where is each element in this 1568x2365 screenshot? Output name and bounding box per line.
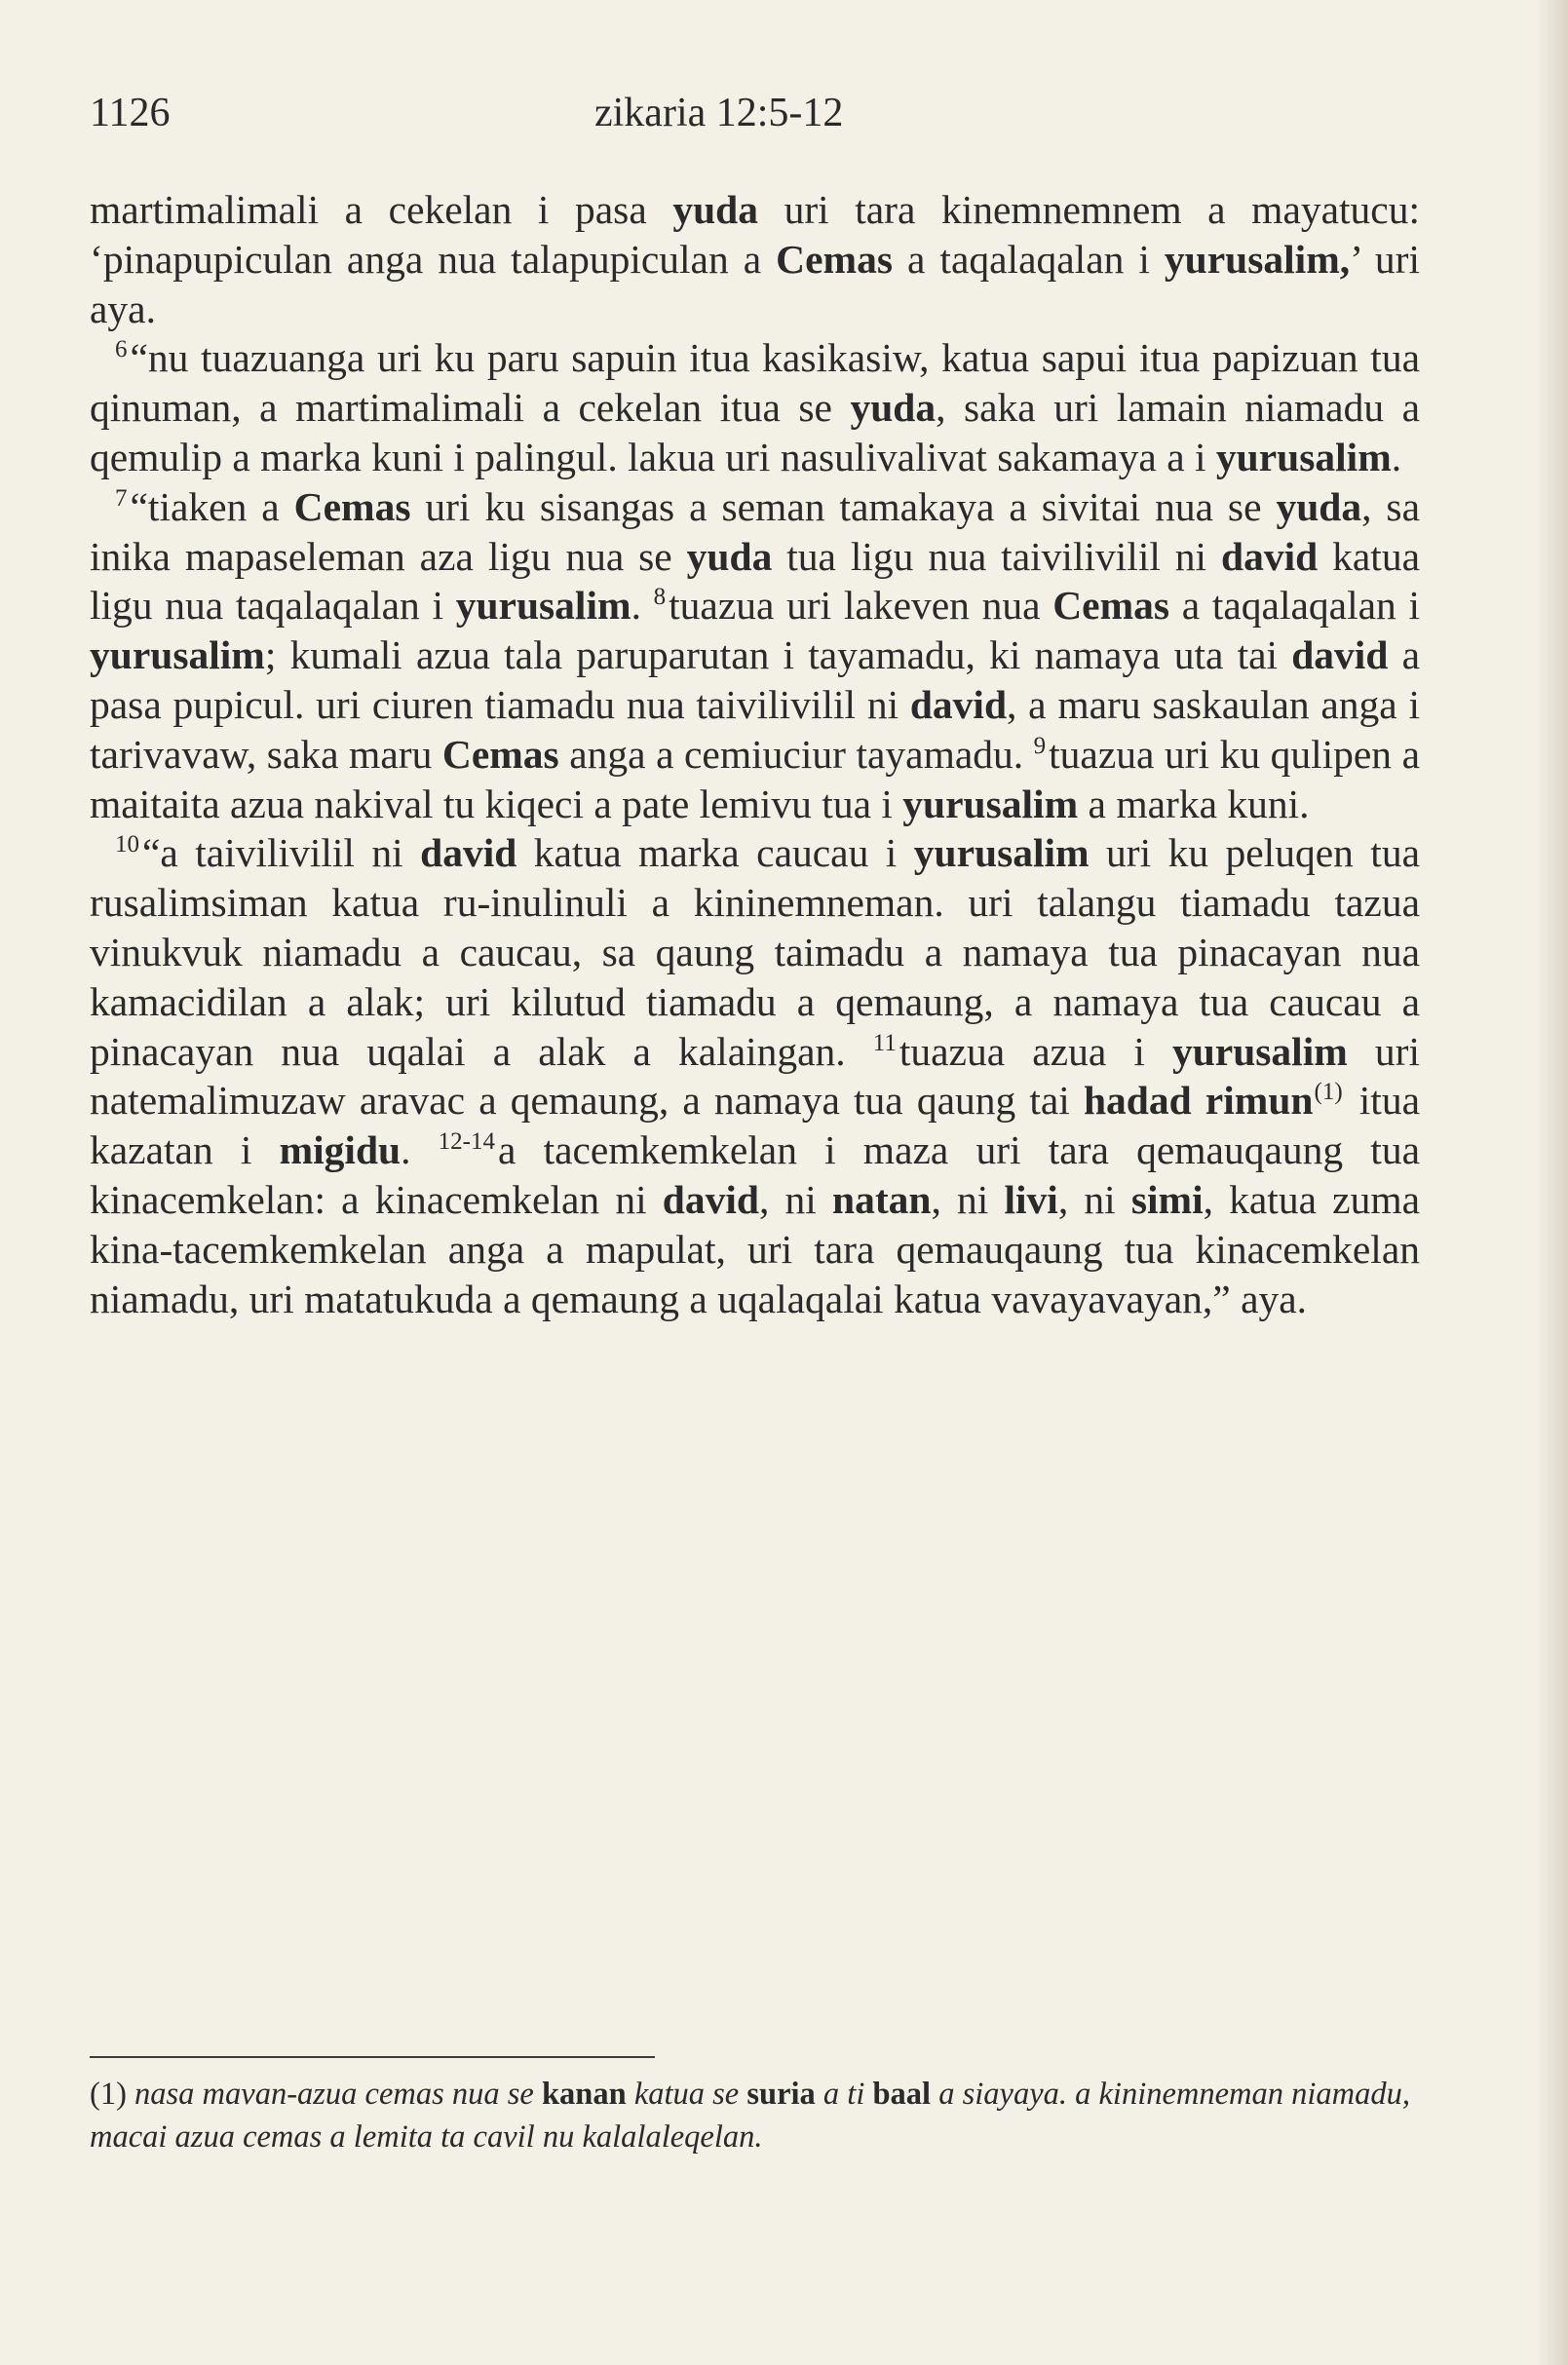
paragraph-verse-7 — [90, 482, 1420, 829]
paragraph-verse-10 — [90, 828, 1420, 1323]
name-david: david — [1221, 533, 1319, 579]
name-cemas: Cemas — [293, 483, 411, 529]
text-run: a ti — [815, 2077, 873, 2112]
text-run: martimalimali a cekelan i pasa — [90, 187, 673, 232]
text-run: tuazua azua i — [899, 1028, 1172, 1074]
name-yurusalim: yurusalim — [455, 583, 631, 629]
verse-number: 7 — [115, 484, 128, 512]
text-run: , ni — [1057, 1176, 1131, 1222]
footnote-mark: (1) — [90, 2077, 127, 2112]
name-yurusalim: yurusalim — [90, 632, 265, 678]
text-run: “nu tuazuanga uri ku paru sapuin itua kasikasiw, katua sapui itua papizuan tua qinuman, a martimalimali a cekelan itua se — [90, 335, 1420, 431]
text-run: “a taivilivilil ni — [142, 830, 421, 876]
name-david: david — [662, 1176, 759, 1222]
text-run: katua se — [626, 2077, 747, 2112]
text-run: tuazua uri ku qulipen a maitaita azua nakival tu kiqeci a pate lemivu tua i — [90, 731, 1420, 826]
text-run: , ni — [758, 1176, 832, 1222]
text-run: a pasa pupicul. uri ciuren tiamadu nua taivilivilil ni — [90, 632, 1420, 727]
name-yuda: yuda — [1276, 483, 1362, 529]
name-cemas: Cemas — [776, 236, 894, 282]
name-natan: natan — [831, 1176, 932, 1222]
name-migidu: migidu — [279, 1127, 402, 1173]
footnote-reference[interactable]: (1) — [1314, 1079, 1343, 1106]
text-run: anga a cemiuciur tayamadu. — [558, 731, 1034, 777]
name-hadad-rimun: hadad rimun — [1083, 1078, 1314, 1124]
text-run: a marka kuni. — [1078, 781, 1310, 826]
name-david: david — [909, 681, 1008, 727]
text-run: itua kazatan i — [90, 1078, 1420, 1173]
text-run: uri tara kinemnemnem a mayatucu: ‘pinapupiculan anga nua talapupiculan a — [90, 187, 1421, 282]
footnote-divider — [90, 2056, 655, 2058]
text-run: a tacemkemkelan i maza uri tara qemauqaung tua kinacemkelan: a kinacemkelan ni — [90, 1127, 1421, 1222]
verse-number: 8 — [653, 584, 667, 611]
text-run: . — [1391, 434, 1402, 479]
name-yurusalim: yurusalim, — [1164, 236, 1351, 282]
verse-number: 6 — [115, 336, 128, 363]
page-edge — [1535, 0, 1568, 2365]
name-suria: suria — [746, 2077, 816, 2112]
page-number: 1126 — [90, 91, 171, 135]
running-head — [90, 90, 1432, 148]
name-simi: simi — [1130, 1176, 1204, 1222]
text-run: , katua zuma kina-tacemkemkelan anga a mapulat, uri tara qemauqaung tua kinacemkelan niamadu, uri matatukuda a qemaung a uqalaqalai katua vavayavayan,” aya. — [90, 1176, 1421, 1321]
name-cemas: Cemas — [1052, 583, 1170, 629]
name-yuda: yuda — [672, 187, 758, 232]
name-yurusalim: yurusalim — [1215, 434, 1392, 479]
text-run: “tiaken a — [130, 483, 294, 529]
verse-number: 11 — [872, 1029, 897, 1056]
text-run: nasa mavan-azua cemas nua se — [126, 2077, 542, 2112]
text-run: tua ligu nua taivilivilil ni — [772, 533, 1221, 579]
text-run: a taqalaqalan i — [1169, 583, 1421, 629]
chapter-reference: zikaria 12:5-12 — [594, 91, 844, 135]
text-run: katua ligu nua taqalaqalan i — [90, 533, 1420, 629]
text-body — [90, 185, 1420, 1323]
name-cemas: Cemas — [441, 731, 559, 777]
text-run: a taqalaqalan i — [893, 236, 1165, 282]
paragraph-1 — [90, 185, 1420, 333]
text-run: , sa inika mapaseleman aza ligu nua se — [90, 483, 1420, 579]
name-yurusalim: yurusalim — [1171, 1028, 1348, 1074]
text-run: uri ku sisangas a seman tamakaya a sivitai nua se — [410, 483, 1277, 529]
name-kanan: kanan — [541, 2077, 627, 2112]
name-livi: livi — [1004, 1176, 1058, 1222]
name-yurusalim: yurusalim — [902, 781, 1079, 826]
name-david: david — [420, 830, 517, 876]
name-yuda: yuda — [686, 533, 773, 579]
footnote — [90, 2073, 1415, 2158]
verse-number: 9 — [1033, 732, 1047, 759]
verse-number: 12-14 — [438, 1128, 495, 1156]
paragraph-verse-6 — [90, 333, 1420, 481]
text-run: uri ku peluqen tua rusalimsiman katua ru-inulinuli a kininemneman. uri talangu tiamadu tazua vinukvuk niamadu a caucau, sa qaung taimadu a namaya tua pinacayan nua kamacidilan a alak; uri kilutud tiamadu a qemaung, a namaya tua caucau a pinacayan nua uqalai a alak a kalaingan. — [90, 830, 1420, 1074]
name-yurusalim: yurusalim — [913, 830, 1090, 876]
text-run: uri natemalimuzaw aravac a qemaung, a namaya tua qaung tai — [90, 1028, 1421, 1124]
verse-number: 10 — [115, 831, 139, 858]
text-run: , saka uri lamain niamadu a qemulip a marka kuni i palingul. lakua uri nasulivalivat sakamaya a i — [90, 385, 1420, 479]
text-run: . — [631, 583, 654, 629]
name-yuda: yuda — [850, 385, 937, 431]
text-run: . — [401, 1127, 439, 1173]
text-run: katua marka caucau i — [516, 830, 914, 876]
name-david: david — [1291, 632, 1389, 678]
name-baal: baal — [872, 2077, 932, 2112]
text-run: ; kumali azua tala paruparutan i tayamadu, ki namaya uta tai — [264, 632, 1292, 678]
text-run: tuazua uri lakeven nua — [669, 583, 1053, 629]
text-run: , ni — [931, 1176, 1005, 1222]
text-run: ’ uri aya. — [90, 236, 1420, 331]
text-run: a siayaya. a kininemneman niamadu, macai azua cemas a lemita ta cavil nu kalalaleqelan. — [90, 2077, 1411, 2155]
text-run: , a maru saskaulan anga i tarivavaw, saka maru — [90, 681, 1420, 777]
